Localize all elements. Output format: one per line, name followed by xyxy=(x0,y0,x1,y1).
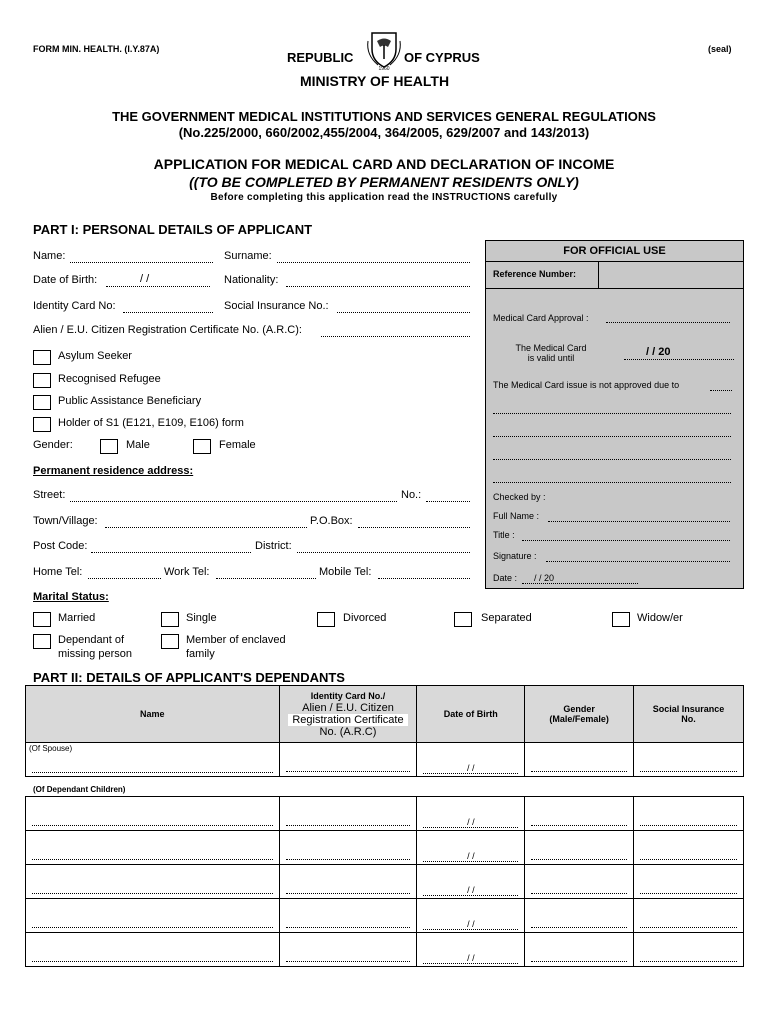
child-si-field[interactable] xyxy=(640,953,737,962)
public-assistance-checkbox[interactable] xyxy=(33,395,51,410)
checked-by-label: Checked by : xyxy=(493,492,546,502)
of-cyprus-label: OF CYPRUS xyxy=(404,50,480,65)
id-card-field[interactable] xyxy=(123,302,213,313)
ministry-title: MINISTRY OF HEALTH xyxy=(300,73,450,89)
nationality-label: Nationality: xyxy=(224,274,279,286)
spouse-gender-field[interactable] xyxy=(531,763,627,772)
date-label: Date : xyxy=(493,573,518,583)
surname-label: Surname: xyxy=(224,250,272,262)
spouse-row xyxy=(26,743,744,777)
col-gender-line1: Gender xyxy=(563,704,595,714)
col-si xyxy=(634,686,744,743)
child-id-cell[interactable] xyxy=(279,797,417,831)
surname-field[interactable] xyxy=(277,252,470,263)
child-gender-cell[interactable] xyxy=(525,831,634,865)
spouse-gender-cell[interactable] xyxy=(525,743,634,777)
child-gender-field[interactable] xyxy=(531,919,627,928)
recognised-refugee-label: Recognised Refugee xyxy=(58,373,161,385)
child-name-cell[interactable] xyxy=(26,797,280,831)
child-si-cell[interactable] xyxy=(634,797,744,831)
work-tel-field[interactable] xyxy=(216,568,316,579)
divorced-checkbox[interactable] xyxy=(317,612,335,627)
arc-label: Alien / E.U. Citizen Registration Certificate No. (A.R.C): xyxy=(33,324,302,336)
child-row xyxy=(26,831,744,865)
street-field[interactable] xyxy=(70,491,397,502)
not-approved-field-4[interactable] xyxy=(493,474,731,483)
asylum-seeker-label: Asylum Seeker xyxy=(58,350,132,362)
child-id-field[interactable] xyxy=(286,851,411,860)
public-assistance-label: Public Assistance Beneficiary xyxy=(58,395,202,407)
not-approved-field-3[interactable] xyxy=(493,451,731,460)
child-si-field[interactable] xyxy=(640,919,737,928)
child-si-cell[interactable] xyxy=(634,899,744,933)
full-name-label: Full Name : xyxy=(493,511,540,521)
child-dob-cell[interactable] xyxy=(417,865,525,899)
date-field[interactable] xyxy=(522,575,638,584)
child-dob-cell[interactable] xyxy=(417,933,525,967)
part2-title: PART II: DETAILS OF APPLICANT'S DEPENDANTS xyxy=(33,670,345,685)
name-field[interactable] xyxy=(70,252,213,263)
child-gender-field[interactable] xyxy=(531,953,627,962)
child-gender-field[interactable] xyxy=(531,851,627,860)
child-gender-cell[interactable] xyxy=(525,899,634,933)
single-label: Single xyxy=(186,612,217,624)
child-si-cell[interactable] xyxy=(634,933,744,967)
street-no-field[interactable] xyxy=(426,491,470,502)
spouse-dob-field[interactable]: / / xyxy=(423,763,518,774)
mobile-tel-label: Mobile Tel: xyxy=(319,566,372,578)
child-gender-field[interactable] xyxy=(531,885,627,894)
official-use-box xyxy=(485,240,744,589)
col-gender xyxy=(525,686,634,743)
not-approved-field-1[interactable] xyxy=(493,405,731,414)
child-id-field[interactable] xyxy=(286,817,411,826)
child-dob-field[interactable]: / / xyxy=(423,919,518,930)
col-gender-line2: (Male/Female) xyxy=(549,714,609,724)
spouse-dob-cell[interactable] xyxy=(417,743,525,777)
dependant-missing-label-1: Dependant of xyxy=(58,634,125,646)
child-dob-field[interactable]: / / xyxy=(423,885,518,896)
marital-title: Marital Status: xyxy=(33,591,109,603)
street-label: Street: xyxy=(33,489,66,501)
mobile-tel-field[interactable] xyxy=(378,568,470,579)
col-id-line1: Identity Card No./ xyxy=(310,691,386,701)
children-label: (Of Dependant Children) xyxy=(33,785,126,794)
gender-female-checkbox[interactable] xyxy=(193,439,211,454)
single-checkbox[interactable] xyxy=(161,612,179,627)
not-approved-label: The Medical Card issue is not approved due to xyxy=(493,380,680,390)
child-dob-field[interactable]: / / xyxy=(423,851,518,862)
not-approved-field-2[interactable] xyxy=(493,428,731,437)
child-name-field[interactable] xyxy=(32,817,273,826)
child-dob-cell[interactable] xyxy=(417,831,525,865)
child-gender-field[interactable] xyxy=(531,817,627,826)
nationality-field[interactable] xyxy=(286,276,470,287)
child-row xyxy=(26,797,744,831)
postcode-field[interactable] xyxy=(91,542,251,553)
id-card-label: Identity Card No: xyxy=(33,300,116,312)
social-insurance-label: Social Insurance No.: xyxy=(224,300,329,312)
child-si-cell[interactable] xyxy=(634,865,744,899)
asylum-seeker-checkbox[interactable] xyxy=(33,350,51,365)
child-name-cell[interactable] xyxy=(26,831,280,865)
child-name-cell[interactable] xyxy=(26,865,280,899)
dependant-missing-checkbox[interactable] xyxy=(33,634,51,649)
dependants-header-table xyxy=(25,685,744,777)
child-row xyxy=(26,933,744,967)
dependant-missing-label-2: missing person xyxy=(58,648,132,660)
child-id-cell[interactable] xyxy=(279,831,417,865)
title-field[interactable] xyxy=(522,532,730,541)
valid-date: / / 20 xyxy=(646,346,671,358)
col-id xyxy=(279,686,417,743)
valid-label-2: is valid until xyxy=(527,353,575,363)
dob-field[interactable] xyxy=(106,276,210,287)
spouse-name-field[interactable] xyxy=(32,764,273,773)
address-title: Permanent residence address: xyxy=(33,465,194,477)
child-name-cell[interactable] xyxy=(26,899,280,933)
col-si-line2: No. xyxy=(681,714,696,724)
spouse-id-cell[interactable] xyxy=(279,743,417,777)
child-dob-field[interactable]: / / xyxy=(423,953,518,964)
spouse-id-field[interactable] xyxy=(286,763,411,772)
district-field[interactable] xyxy=(297,542,470,553)
child-name-field[interactable] xyxy=(32,919,273,928)
street-no-label: No.: xyxy=(401,489,422,501)
child-si-field[interactable] xyxy=(640,817,737,826)
signature-field[interactable] xyxy=(546,553,730,562)
republic-label: REPUBLIC xyxy=(287,50,354,65)
spouse-si-field[interactable] xyxy=(640,763,737,772)
reference-row xyxy=(486,262,743,289)
enclaved-member-checkbox[interactable] xyxy=(161,634,179,649)
widower-checkbox[interactable] xyxy=(612,612,630,627)
pobox-field[interactable] xyxy=(358,517,470,528)
child-gender-cell[interactable] xyxy=(525,797,634,831)
gender-female-label: Female xyxy=(219,439,256,451)
child-gender-cell[interactable] xyxy=(525,865,634,899)
social-insurance-field[interactable] xyxy=(337,302,470,313)
child-gender-cell[interactable] xyxy=(525,933,634,967)
child-dob-field[interactable]: / / xyxy=(423,817,518,828)
child-id-field[interactable] xyxy=(286,953,411,962)
col-id-line3: Registration Certificate xyxy=(288,714,407,726)
instructions-note: Before completing this application read the INSTRUCTIONS carefully xyxy=(210,192,558,203)
application-title: APPLICATION FOR MEDICAL CARD AND DECLARATION OF INCOME xyxy=(153,156,615,172)
child-dob-cell[interactable] xyxy=(417,899,525,933)
valid-date-field[interactable] xyxy=(624,351,734,360)
spouse-label: (Of Spouse) xyxy=(29,744,73,753)
reference-field[interactable] xyxy=(598,262,744,288)
col-si-line1: Social Insurance xyxy=(652,704,725,714)
child-id-cell[interactable] xyxy=(279,899,417,933)
district-label: District: xyxy=(255,540,292,552)
child-id-field[interactable] xyxy=(286,885,411,894)
child-name-cell[interactable] xyxy=(26,933,280,967)
children-table xyxy=(25,796,744,967)
child-row xyxy=(26,899,744,933)
col-dob: Date of Birth xyxy=(417,686,525,743)
s1-holder-label: Holder of S1 (E121, E109, E106) form xyxy=(58,417,244,429)
child-name-field[interactable] xyxy=(32,851,273,860)
child-name-field[interactable] xyxy=(32,953,273,962)
child-si-cell[interactable] xyxy=(634,831,744,865)
enclaved-member-label-1: Member of enclaved xyxy=(186,634,286,646)
child-si-field[interactable] xyxy=(640,885,737,894)
married-checkbox[interactable] xyxy=(33,612,51,627)
married-label: Married xyxy=(58,612,96,624)
child-id-cell[interactable] xyxy=(279,865,417,899)
full-name-field[interactable] xyxy=(548,513,730,522)
child-si-field[interactable] xyxy=(640,851,737,860)
recognised-refugee-checkbox[interactable] xyxy=(33,373,51,388)
widower-label: Widow/er xyxy=(637,612,683,624)
cyprus-coat-of-arms-icon xyxy=(362,27,406,71)
enclaved-member-label-2: family xyxy=(186,648,215,660)
dob-label: Date of Birth: xyxy=(33,274,98,286)
title-label: Title : xyxy=(493,530,515,540)
pobox-label: P.O.Box: xyxy=(310,515,353,527)
divorced-label: Divorced xyxy=(343,612,387,624)
town-label: Town/Village: xyxy=(33,515,98,527)
gender-label: Gender: xyxy=(33,439,73,451)
spouse-name-cell[interactable] xyxy=(26,743,280,777)
separated-label: Separated xyxy=(481,612,532,624)
part1-title: PART I: PERSONAL DETAILS OF APPLICANT xyxy=(33,222,313,237)
approval-field[interactable] xyxy=(606,314,730,323)
valid-label-1: The Medical Card xyxy=(515,343,587,353)
child-id-field[interactable] xyxy=(286,919,411,928)
signature-label: Signature : xyxy=(493,551,537,561)
form-code: FORM MIN. HEALTH. (I.Y.87A) xyxy=(33,44,160,54)
official-use-title: FOR OFFICIAL USE xyxy=(486,241,743,262)
town-field[interactable] xyxy=(105,517,307,528)
svg-text:1960: 1960 xyxy=(378,66,390,71)
not-approved-field-0[interactable] xyxy=(710,382,732,391)
arc-field[interactable] xyxy=(321,326,470,337)
regulations-title: THE GOVERNMENT MEDICAL INSTITUTIONS AND SERVICES GENERAL REGULATIONS xyxy=(112,109,656,124)
child-row xyxy=(26,865,744,899)
child-id-cell[interactable] xyxy=(279,933,417,967)
dob-separators: / / xyxy=(140,273,150,285)
regulations-numbers: (No.225/2000, 660/2002,455/2004, 364/2005, 629/2007 and 143/2013) xyxy=(178,125,590,140)
residents-note: ((TO BE COMPLETED BY PERMANENT RESIDENTS ONLY) xyxy=(189,174,579,190)
child-dob-cell[interactable] xyxy=(417,797,525,831)
home-tel-field[interactable] xyxy=(88,568,161,579)
approval-label: Medical Card Approval : xyxy=(493,313,589,323)
gender-male-label: Male xyxy=(126,439,150,451)
name-label: Name: xyxy=(33,250,66,262)
reference-label: Reference Number: xyxy=(493,269,577,279)
s1-holder-checkbox[interactable] xyxy=(33,417,51,432)
work-tel-label: Work Tel: xyxy=(164,566,210,578)
child-name-field[interactable] xyxy=(32,885,273,894)
postcode-label: Post Code: xyxy=(33,540,88,552)
date-template: / / 20 xyxy=(534,573,555,583)
col-id-line4: No. (A.R.C) xyxy=(319,726,377,738)
seal-label: (seal) xyxy=(708,44,732,54)
col-name: Name xyxy=(26,686,280,743)
gender-male-checkbox[interactable] xyxy=(100,439,118,454)
col-id-line2: Alien / E.U. Citizen xyxy=(302,702,394,714)
separated-checkbox[interactable] xyxy=(454,612,472,627)
spouse-si-cell[interactable] xyxy=(634,743,744,777)
home-tel-label: Home Tel: xyxy=(33,566,83,578)
